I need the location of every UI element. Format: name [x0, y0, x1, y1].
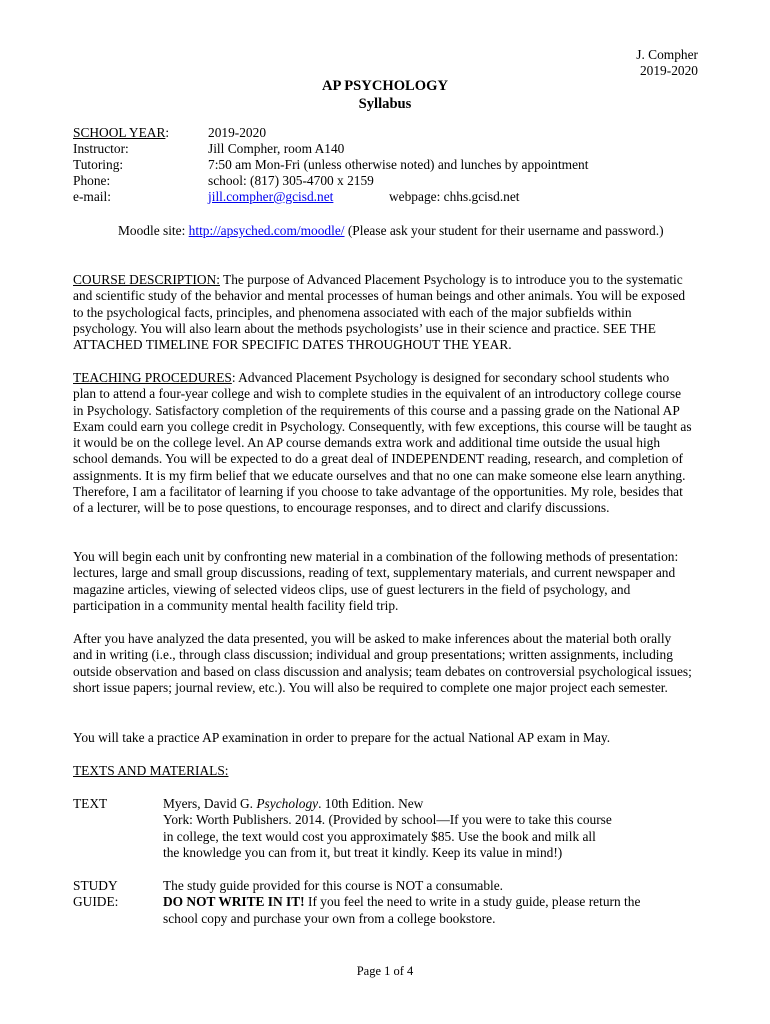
text-line-2: York: Worth Publishers. 2014. (Provided by school—If you were to take this course: [163, 812, 612, 828]
school-year-colon: :: [165, 125, 170, 140]
phone-value: school: (817) 305-4700 x 2159: [208, 173, 374, 188]
study-line-3: school copy and purchase your own from a college bookstore.: [163, 910, 496, 926]
study-label-line-2: GUIDE:: [73, 894, 119, 910]
page-subtitle: Syllabus: [358, 96, 412, 112]
study-label-line-1: STUDY: [73, 878, 118, 893]
phone-label: Phone:: [73, 173, 111, 188]
tutoring-row: [73, 157, 693, 173]
study-line-2: [163, 894, 683, 910]
course-description: [73, 272, 693, 353]
tutoring-label: Tutoring:: [73, 157, 124, 172]
moodle-prefix: Moodle site:: [118, 223, 189, 238]
email-label: e-mail:: [73, 189, 111, 204]
instructor-row: [73, 141, 693, 157]
header-year: 2019-2020: [639, 63, 698, 78]
school-year-row: [73, 125, 693, 141]
header-author: J. Compher: [636, 47, 698, 62]
school-year-label-wrap: [73, 125, 169, 141]
text-body: [163, 796, 683, 861]
practice-exam-paragraph: You will take a practice AP examination in order to prepare for the actual National AP exam in May.: [73, 730, 611, 745]
teaching-procedures-text: : Advanced Placement Psychology is designed for secondary school students who plan to attend a four-year college and wish to complete studies in the equivalent of an introductory college course in Psychology. Satisfactory completion of the requirements of this course and a passing grade on the National AP Exam could earn you college credit in Psychology. Consequently, with few exceptions, this course will be taught as it would be on the college level. An AP course demands extra work and additional time outside the usual high school demands. You will be expected to do a great deal of INDEPENDENT reading, research, and completion of assignments. It is my firm belief that we educate ourselves and that no one can make someone else learn anything. Therefore, I am a facilitator of learning if you choose to take advantage of the opportunities. My role, besides that of a lecturer, will be to pose questions, to encourage responses, and to direct and clarify discussions.: [73, 370, 692, 516]
email-link[interactable]: jill.compher@gcisd.net: [208, 189, 334, 204]
text-book-title: Psychology: [256, 796, 319, 811]
text-line-3: in college, the text would cost you approximately $85. Use the book and milk all: [163, 828, 596, 844]
instructor-label: Instructor:: [73, 141, 129, 156]
course-description-text: The purpose of Advanced Placement Psychology is to introduce you to the systematic and scientific study of the behavior and mental processes of human beings and other animals. You will be exposed to the psychological facts, principles, and phenomena associated with each of the major subfields within psychology. You will also learn about the methods psychologists’ use in their science and practice. SEE THE ATTACHED TIMELINE FOR SPECIFIC DATES THROUGHOUT THE YEAR.: [73, 272, 686, 353]
page-number: Page 1 of 4: [356, 964, 414, 978]
teaching-procedures-heading: TEACHING PROCEDURES: [73, 370, 232, 385]
course-description-heading: COURSE DESCRIPTION:: [73, 272, 220, 287]
study-line-1: The study guide provided for this course is NOT a consumable.: [163, 878, 504, 893]
study-warning: DO NOT WRITE IN IT!: [163, 894, 305, 910]
school-year-value: 2019-2020: [208, 125, 267, 140]
school-year-label: SCHOOL YEAR: [73, 125, 166, 140]
text-line1-pre: Myers, David G.: [163, 796, 257, 811]
study-guide-body: [163, 878, 683, 927]
study-line2-rest: If you feel the need to write in a study guide, please return the: [304, 894, 641, 910]
tutoring-value: 7:50 am Mon-Fri (unless otherwise noted) and lunches by appointment: [208, 157, 589, 172]
unit-methods-paragraph: You will begin each unit by confronting new material in a combination of the following methods of presentation: lectures, large and small group discussions, reading of text, supplementary materials, and current newspaper and magazine articles, viewing of selected videos clips, use of guest lecturers in the field of psychology, and participation in a community mental health facility field trip.: [73, 549, 679, 613]
texts-materials-heading: TEXTS AND MATERIALS:: [73, 763, 229, 778]
page-title: AP PSYCHOLOGY: [321, 78, 449, 94]
inferences-paragraph: After you have analyzed the data presented, you will be asked to make inferences about the material both orally and in writing (i.e., through class discussion; individual and group presentations; written assignments, including outside observation and based on class discussion and analysis; team debates on controversial psychological issues; short issue papers; journal review, etc.). You will also be required to complete one major project each semester.: [73, 631, 692, 695]
text-line-4: the knowledge you can from it, but treat it kindly. Keep its value in mind!): [163, 844, 563, 860]
text-label: TEXT: [73, 796, 108, 811]
moodle-line: [118, 223, 664, 239]
text-line-1: [163, 796, 683, 812]
text-line1-post: . 10th Edition. New: [318, 796, 424, 811]
webpage-text: webpage: chhs.gcisd.net: [389, 189, 520, 204]
moodle-suffix: (Please ask your student for their username and password.): [344, 223, 664, 238]
teaching-procedures: [73, 370, 693, 517]
moodle-link[interactable]: http://apsyched.com/moodle/: [188, 223, 345, 238]
phone-row: [73, 173, 693, 189]
email-row: [73, 189, 693, 205]
study-guide-label: [73, 878, 118, 911]
instructor-value: Jill Compher, room A140: [208, 141, 345, 156]
